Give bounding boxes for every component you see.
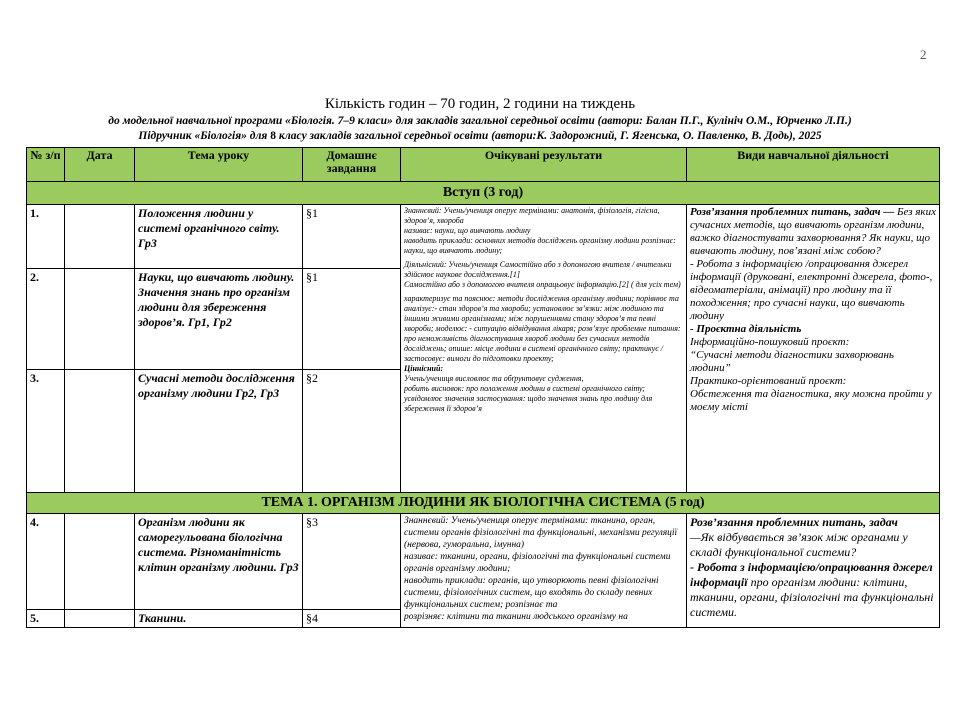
- section-row: [27, 493, 940, 514]
- activities-info: - Робота з інформацією /опрацювання джерел інформації (друковані, електронні джерела, фото-, відеоматеріали, анімації) про людину та її походження; про сучасні науки, що вивчають людину: [690, 258, 933, 322]
- results-intro: [401, 205, 687, 493]
- table-row: [27, 205, 940, 269]
- table-header-row: [27, 148, 940, 182]
- row-date: [65, 514, 135, 610]
- results-independent: Самостійно або з допомогою вчителя опрацьовує інформацію.[2] ( для усіх тем): [404, 280, 681, 289]
- results-names: називає: науки, що вивчають людину: [404, 226, 531, 235]
- row-number: 3.: [27, 370, 65, 493]
- row-topic: Науки, що вивчають людину. Значення знань про організм людини для збереження здоров’я. Гр1, Гр2: [135, 269, 303, 370]
- activities-info-label: - Робота з інформацією/опрацювання джерел інформації: [690, 560, 933, 589]
- document-title: Кількість годин – 70 годин, 2 години на тиждень: [324, 96, 636, 112]
- row-number: 4.: [27, 514, 65, 610]
- row-topic: Сучасні методи дослідження організму людини Гр2, Гр3: [135, 370, 303, 493]
- results-examples: наводить приклади: органів, що утворюють певні фізіологічні системи, фізіологічних систем, що входять до складу певних функціональних систем; розпізнає та: [404, 576, 659, 610]
- row-homework: §4: [303, 610, 401, 628]
- col-number: № з/п: [27, 148, 65, 182]
- row-topic: Положення людини у системі органічного світу. Гр3: [135, 205, 303, 269]
- results-knowledge: Знаннєвий: Учень/учениця оперує термінами: анатомія, фізіологія, гігієна, здоров’я, хвороба: [404, 206, 660, 225]
- row-number: 1.: [27, 205, 65, 269]
- table-row: [27, 514, 940, 610]
- program-line: до модельної навчальної програми «Біологія. 7–9 класи» для закладів загальної середньої освіти (автори: Балан П.Г., Кулініч О.М., Юрченко Л.П.): [108, 115, 852, 127]
- activities-practice-type: Практико-орієнтований проєкт:: [690, 375, 847, 387]
- row-topic: Тканини.: [135, 610, 303, 628]
- activities-project-label: - Проєктна діяльність: [690, 323, 802, 335]
- row-homework: §2: [303, 370, 401, 493]
- activities-topic-1: [687, 514, 940, 628]
- col-homework: Домашнє завдання: [303, 148, 401, 182]
- textbook-rest: класу закладів загальної середньої освіти (автори:К. Задорожний, Г. Ягенська, О. Павленко, В. Додь), 2025: [275, 130, 822, 142]
- results-characterizes: характеризує та пояснює: методи дослідження організму людини; порівнює та аналізує:- стан здоров’я та хвороби; установлює зв’язки: між людиною та іншими живими організмами; між порушеннями стану здоров’я та певні хвороби; моделює: - ситуацію відвідування лікаря; розв’язує проблемне питання: про неможливість діагностування хвороб людини без сучасних методів досліджень; опише: місце людини в системі органічного світу; практикує / застосовує: вимоги до підготовки проекту;: [404, 294, 681, 363]
- results-examples: наводить приклади: основних методів досліджень організму людини розпізнає: науки, що вивчають людину;: [404, 236, 676, 255]
- activities-practice-name: Обстеження та діагностика, яку можна пройти у моєму місті: [690, 388, 932, 413]
- row-homework: §1: [303, 205, 401, 269]
- section-row: [27, 182, 940, 205]
- activities-project-type: Інформаційно-пошуковий проєкт:: [690, 336, 850, 348]
- textbook-grade: 8: [270, 130, 276, 142]
- lesson-plan-table: [26, 147, 940, 628]
- results-topic-1: [401, 514, 687, 628]
- results-activity: Діяльнісний: Учень/учениця Самостійно або з допомогою вчителя / вчительки здійснює наукове дослідження.[1]: [404, 260, 672, 279]
- activities-info-text: про організм людини: клітини, тканини, органи, фізіологічні та функціональні системи.: [690, 575, 934, 619]
- textbook-line: [0, 130, 960, 142]
- activities-intro: [687, 205, 940, 493]
- row-date: [65, 610, 135, 628]
- col-activities: Види навчальної діяльності: [687, 148, 940, 182]
- results-recognizes: розрізняє: клітини та тканини людського організму на: [404, 612, 628, 622]
- col-topic: Тема уроку: [135, 148, 303, 182]
- results-knowledge: Знаннєвий: Учень/учениця оперує термінами: тканина, орган, системи органів фізіологічні та функціональні, механізми регуляції (нервова, гуморальна, імунна): [404, 516, 678, 550]
- activities-problems-label: Розв’язання проблемних питань, задач —: [690, 206, 895, 218]
- results-values: Ціннісний:: [404, 364, 444, 373]
- section-intro: Вступ (3 год): [27, 182, 940, 205]
- activities-problems-text: Без яких сучасних методів, що вивчають організм людини, важко діагностувати захворювання? Як науки, що вивчають людину, пов’язані між собою?: [690, 206, 936, 257]
- activities-project-name: “Сучасні методи діагностики захворювань людини”: [690, 349, 894, 374]
- section-topic-1: ТЕМА 1. ОРГАНІЗМ ЛЮДИНИ ЯК БІОЛОГІЧНА СИСТЕМА (5 год): [27, 493, 940, 514]
- results-importance: усвідомлює значення застосування: щодо значення знань про людину для збереження її здоров’я: [404, 394, 653, 413]
- textbook-prefix: Підручник «Біологія» для: [138, 130, 271, 142]
- row-topic: Організм людини як саморегульована біологічна система. Різноманітність клітин організму людини. Гр3: [135, 514, 303, 610]
- row-number: 2.: [27, 269, 65, 370]
- activities-problems-text: —Як відбувається зв’язок між органами у складі функціональної системи?: [690, 530, 908, 559]
- activities-problems-label: Розв’язання проблемних питань, задач: [690, 515, 898, 529]
- col-date: Дата: [65, 148, 135, 182]
- results-conclusions: робить висновок: про положення людини в системі органічного світу;: [404, 384, 645, 393]
- row-date: [65, 269, 135, 370]
- row-date: [65, 370, 135, 493]
- row-date: [65, 205, 135, 269]
- results-expresses: Учень/учениця висловлює та обґрунтовує судження,: [404, 374, 584, 383]
- row-number: 5.: [27, 610, 65, 628]
- row-homework: §1: [303, 269, 401, 370]
- results-names: називає: тканини, органи, фізіологічні та функціональні системи органів організму людини;: [404, 552, 671, 574]
- page-number: 2: [920, 47, 927, 62]
- col-results: Очікувані результати: [401, 148, 687, 182]
- row-homework: §3: [303, 514, 401, 610]
